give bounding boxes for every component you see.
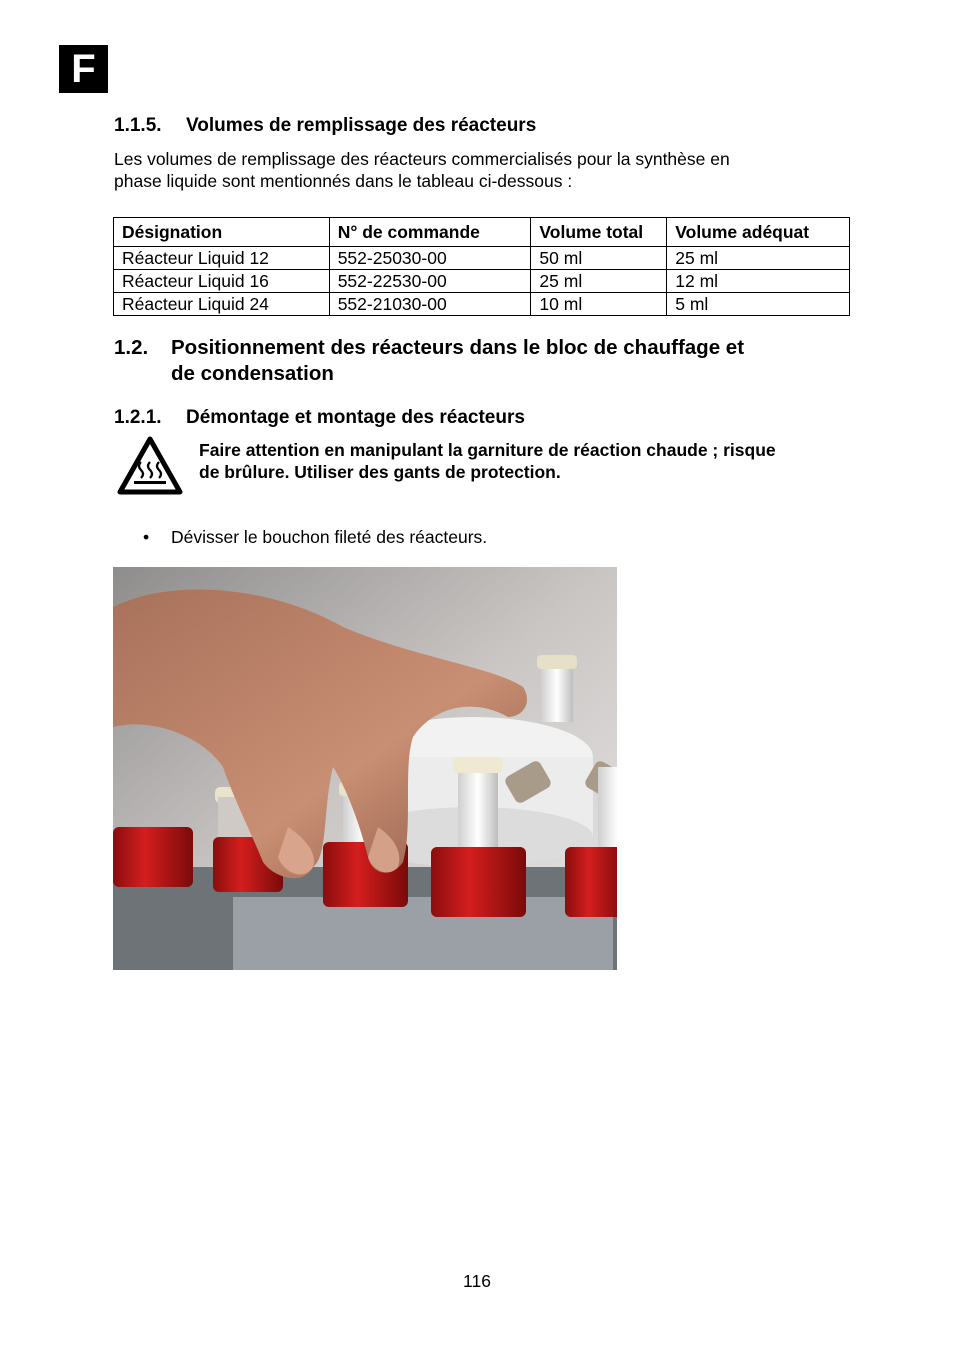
bullet-text: Dévisser le bouchon fileté des réacteurs. xyxy=(171,527,488,547)
column-header: Désignation xyxy=(114,218,330,247)
table-cell: 552-22530-00 xyxy=(329,270,531,293)
section-title: Démontage et montage des réacteurs xyxy=(186,407,525,428)
table-header-row xyxy=(114,218,850,247)
intro-line: Les volumes de remplissage des réacteurs commercialisés pour la synthèse en xyxy=(114,149,730,169)
table-cell: Réacteur Liquid 16 xyxy=(114,270,330,293)
section-number: 1.2.1. xyxy=(114,407,162,428)
section-heading-1-1-5 xyxy=(114,115,536,137)
table-row xyxy=(114,247,850,270)
column-header: Volume total xyxy=(531,218,667,247)
hot-surface-warning-icon xyxy=(117,436,183,496)
table-cell: 552-21030-00 xyxy=(329,293,531,316)
intro-paragraph xyxy=(114,148,814,192)
table-cell: 50 ml xyxy=(531,247,667,270)
table-cell: 552-25030-00 xyxy=(329,247,531,270)
warning-line: de brûlure. Utiliser des gants de protection. xyxy=(199,462,561,482)
title-line: de condensation xyxy=(171,362,334,385)
photo-illustration xyxy=(113,567,617,970)
warning-text xyxy=(199,439,849,483)
table-cell: 25 ml xyxy=(531,270,667,293)
section-number: 1.2. xyxy=(114,336,149,359)
warning-line: Faire attention en manipulant la garniture de réaction chaude ; risque xyxy=(199,440,776,460)
section-heading-1-2-1 xyxy=(114,407,525,429)
table-cell: 10 ml xyxy=(531,293,667,316)
page-number: 116 xyxy=(463,1271,491,1291)
bullet-symbol: • xyxy=(143,527,150,547)
table-cell: 12 ml xyxy=(667,270,850,293)
language-badge: F xyxy=(59,45,108,93)
reactor-unscrewing-photo xyxy=(113,567,617,970)
table-cell: 5 ml xyxy=(667,293,850,316)
list-item xyxy=(143,526,487,548)
column-header: Volume adéquat xyxy=(667,218,850,247)
table-cell: Réacteur Liquid 12 xyxy=(114,247,330,270)
title-line: Positionnement des réacteurs dans le bloc de chauffage et xyxy=(171,336,745,359)
table-cell: Réacteur Liquid 24 xyxy=(114,293,330,316)
table-row xyxy=(114,270,850,293)
section-title xyxy=(171,335,831,387)
section-title: Volumes de remplissage des réacteurs xyxy=(186,115,537,136)
intro-line: phase liquide sont mentionnés dans le tableau ci-dessous : xyxy=(114,171,573,191)
table-cell: 25 ml xyxy=(667,247,850,270)
column-header: N° de commande xyxy=(329,218,531,247)
reactor-volume-table xyxy=(113,217,850,316)
section-number: 1.1.5. xyxy=(114,115,162,136)
table-row xyxy=(114,293,850,316)
